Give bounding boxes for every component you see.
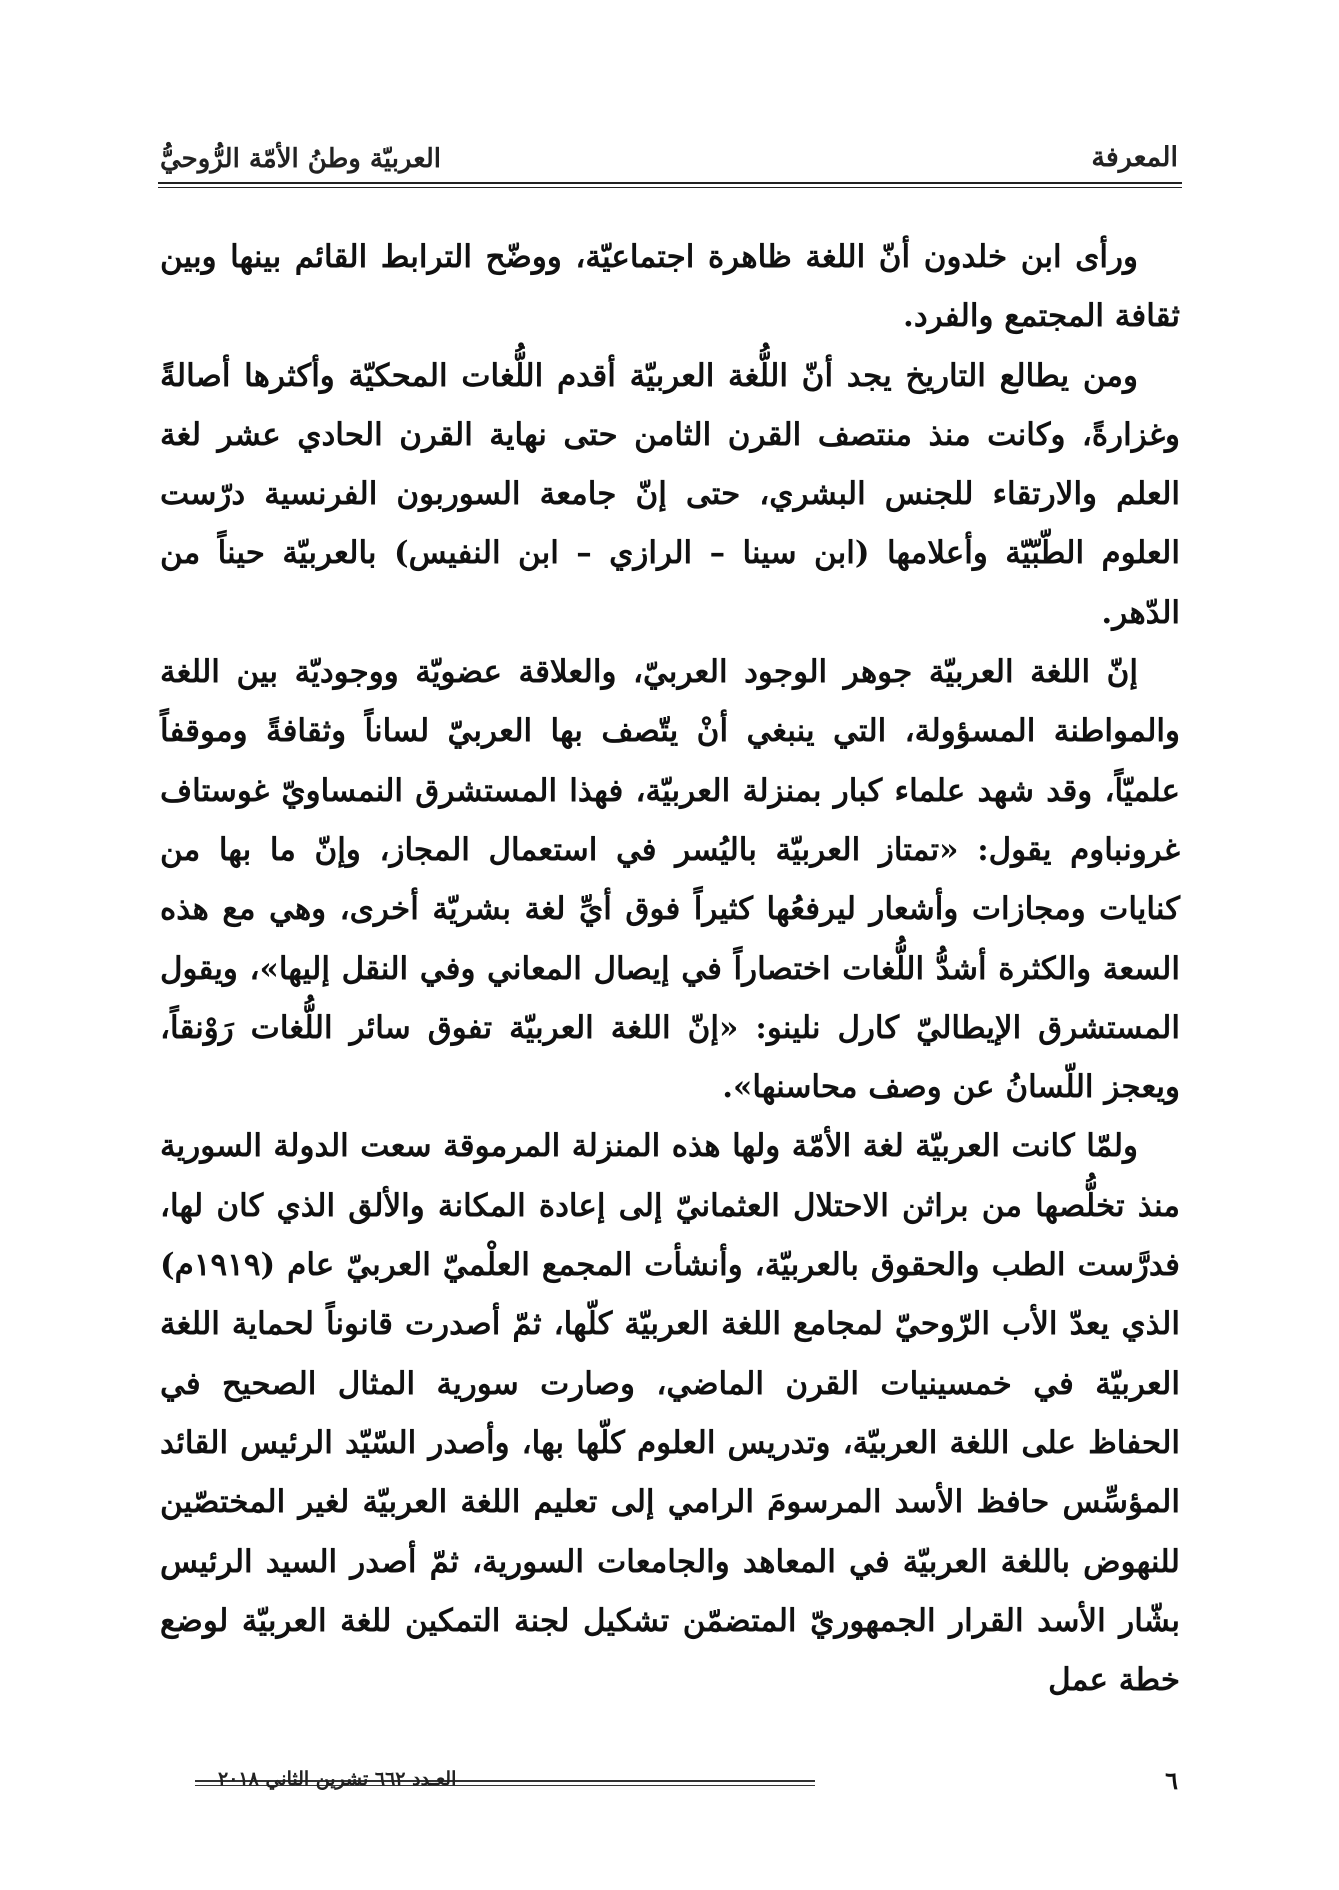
issue-info: العـدد ٦٦٢ تشرين الثاني ٢٠١٨ <box>218 1768 457 1790</box>
page-header <box>160 138 1180 178</box>
paragraph-2: ومن يطالع التاريخ يجد أنّ اللُّغة العربيّة أقدم اللُّغات المحكيّة وأكثرها أصالةً وغزارةً، وكانت منذ منتصف القرن الثامن حتى نهاية القرن الحادي عشر لغة العلم والارتقاء للجنس البشري، حتى إنّ جامعة السوربون الفرنسية درّست العلوم الطّبّيّة وأعلامها (ابن سينا – الرازي – ابن النفيس) بالعربيّة حيناً من الدّهر. <box>160 357 1180 631</box>
paragraph-3: إنّ اللغة العربيّة جوهر الوجود العربيّ، والعلاقة عضويّة ووجوديّة بين اللغة والمواطنة المسؤولة، التي ينبغي أنْ يتّصف بها العربيّ لساناً وثقافةً وموقفاً علميّاً، وقد شهد علماء كبار بمنزلة العربيّة، فهذا المستشرق النمساويّ غوستاف غرونباوم يقول: «تمتاز العربيّة باليُسر في استعمال المجاز، وإنّ ما بها من كنايات ومجازات وأشعار ليرفعُها كثيراً فوق أيِّ لغة بشريّة أخرى، وهي مع هذه السعة والكثرة أشدُّ اللُّغات اختصاراً في إيصال المعاني وفي النقل إليها»، ويقول المستشرق الإيطاليّ كارل نلينو: «إنّ اللغة العربيّة تفوق سائر اللُّغات رَوْنقاً، ويعجز اللّسانُ عن وصف محاسنها». <box>160 654 1180 1106</box>
page-footer <box>160 1768 1180 1798</box>
page-number: ٦ <box>1165 1766 1178 1795</box>
journal-logo-text: المعرفة <box>1091 142 1178 173</box>
header-rule-top <box>158 182 1182 184</box>
paragraph-4: ولمّا كانت العربيّة لغة الأمّة ولها هذه المنزلة المرموقة سعت الدولة السورية منذ تخلُّصها من براثن الاحتلال العثمانيّ إلى إعادة المكانة والألق الذي كان لها، فدرَّست الطب والحقوق بالعربيّة، وأنشأت المجمع العلْميّ العربيّ عام (١٩١٩م) الذي يعدّ الأب الرّوحيّ لمجامع اللغة العربيّة كلّها، ثمّ أصدرت قانوناً لحماية اللغة العربيّة في خمسينيات القرن الماضي، وصارت سورية المثال الصحيح في الحفاظ على اللغة العربيّة، وتدريس العلوم كلّها بها، وأصدر السّيّد الرئيس القائد المؤسِّس حافظ الأسد المرسومَ الرامي إلى تعليم اللغة العربيّة لغير المختصّين للنهوض باللغة العربيّة في المعاهد والجامعات السورية، ثمّ أصدر السيد الرئيس بشّار الأسد القرار الجمهوريّ المتضمّن تشكيل لجنة التمكين للغة العربيّة لوضع خطة عمل <box>160 1128 1180 1699</box>
journal-logo <box>1091 142 1178 173</box>
header-rule-bottom <box>158 187 1182 188</box>
article-title: العربيّة وطنُ الأمّة الرُّوحيُّ <box>160 144 441 174</box>
article-body <box>160 228 1180 1703</box>
paragraph-1: ورأى ابن خلدون أنّ اللغة ظاهرة اجتماعيّة، ووضّح الترابط القائم بينها وبين ثقافة المجتمع والفرد. <box>160 239 1180 335</box>
